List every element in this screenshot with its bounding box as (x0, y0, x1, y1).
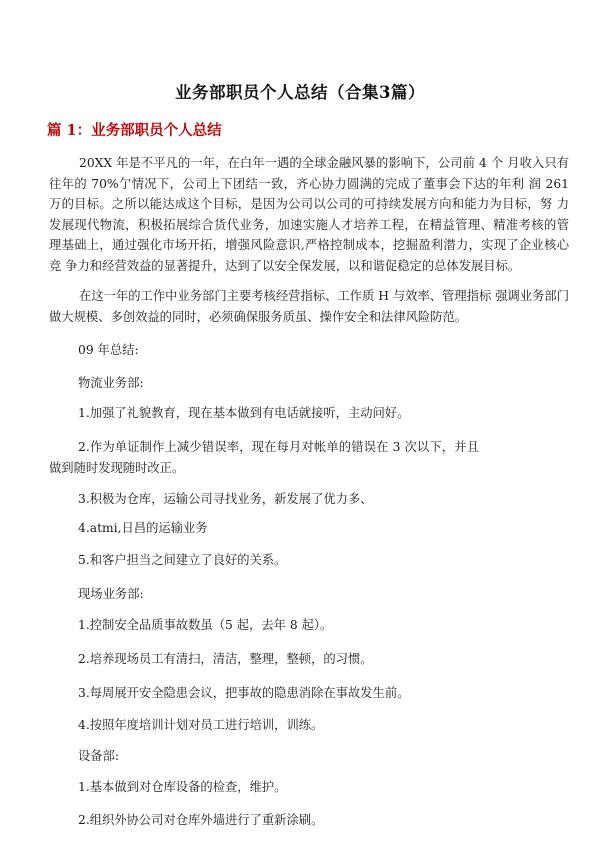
site-dept-heading: 现场业务部: (78, 587, 144, 601)
list-item: 1.基本做到对仓库设备的检查，维护。 (78, 780, 287, 794)
paragraph-intro: 20XX 年是不平凡的一年，在白年一遇的全球金融风暴的影响下，公司前 4 个 月收入只有往年的 70%亇情况下，公司上下团结一致，齐心协力圆满的完成了董事会下达的年利 润 261 万的目标。之所以能达成这个目标，是因为公司以公司的可持续发展方向和能力为目标，努 力发展现代物流，积极拓展综合货代业务，加速实施人才培养工程，在精益管理、精准考核的管 理基础上，通过强化市场开拓，增强风险意识,严格控制成本，挖掘盈利潜力，实现了企业核心竞 争力和经营效益的显著提升，达到了以安全保发展，以和谐促稳定的总体发展目标。 (49, 156, 569, 273)
document-title: 业务部职员个人总结（合集3篇） (175, 83, 425, 102)
list-item: 2.作为单证制作上减少错误率，现在每月对帐单的错误在 3 次以下，并且做到随时发现随时改正。 (49, 440, 479, 475)
list-item: 3.积极为仓库，运输公司寻找业务，新发展了优力多、 (78, 492, 373, 506)
list-item: 5.和客户担当之间建立了良好的关系。 (78, 553, 287, 567)
list-item: 3.每周展开安全隐患会议，把事故的隐患消除在事故发生前。 (78, 686, 410, 700)
summary-label: 09 年总结: (78, 343, 139, 357)
list-item: 2.组织外协公司对仓库外墙进行了重新涂刷。 (78, 813, 324, 827)
equipment-dept-heading: 设备部: (78, 749, 120, 763)
list-item: 1.控制安全品质事故数虽（5 起，去年 8 起）。 (78, 618, 333, 632)
list-item: 4.atmi,日昌的运输业务 (78, 521, 208, 535)
list-item: 2.培养现场员工有清扫，清洁，整理，整顿，的习惯。 (78, 652, 373, 666)
paragraph-assessment: 在这一年的工作中业务部门主要考核经营指标、工作质 H 与效率、管理指标 强调业务部门做大规模、多创效益的同时，必须确保服务质虽、操作安全和法律风险防范。 (49, 289, 569, 324)
logistics-dept-heading: 物流业务部: (78, 376, 144, 390)
list-item: 4.按照年度培训计划对员工进行培训，训练。 (78, 718, 324, 732)
section-heading: 篇 1：业务部职员个人总结 (47, 122, 222, 139)
list-item: 1.加强了礼貌教育，现在基本做到有电话就接听，主动问好。 (78, 406, 410, 420)
